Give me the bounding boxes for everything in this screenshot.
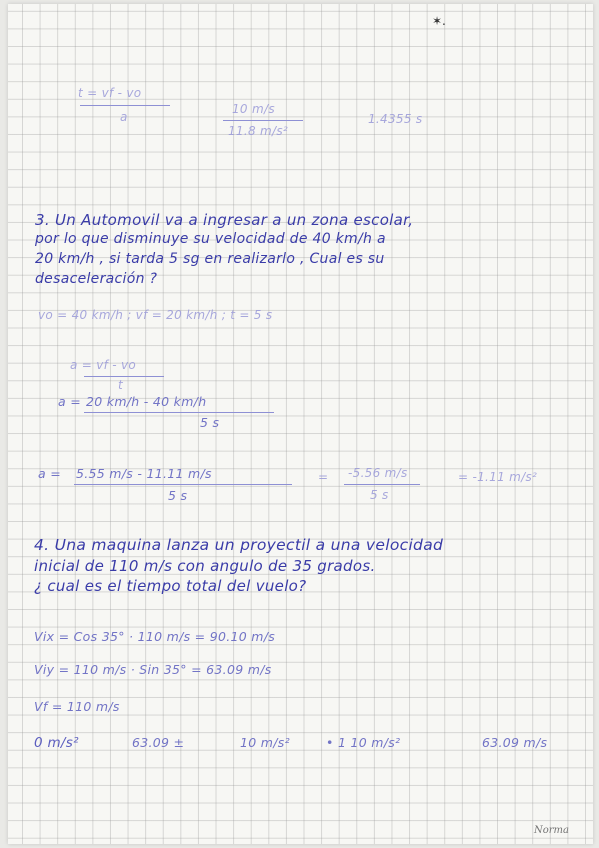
p3-eq1-bar: [84, 376, 164, 377]
p4-calc-4d: • 1 10 m/s²: [326, 735, 401, 750]
p3-eq3-eq: =: [318, 470, 329, 484]
top-formula-bar: [80, 105, 170, 106]
p3-data: vo = 40 km/h ; vf = 20 km/h ; t = 5 s: [38, 308, 273, 322]
p3-eq1-den: t: [118, 378, 124, 392]
p3-line-1: 3. Un Automovil va a ingresar a un zona escolar,: [35, 211, 414, 229]
top-fraction-bar: [223, 120, 303, 121]
p3-eq1: a = vf - vo: [70, 358, 137, 372]
top-formula: t = vf - vo: [78, 86, 142, 100]
top-result: 1.4355 s: [368, 112, 423, 126]
notebook-brand-logo: Norma: [534, 825, 569, 836]
p3-eq3-result: = -1.11 m/s²: [458, 470, 538, 484]
p3-eq3-den: 5 s: [168, 488, 188, 503]
corner-mark: ✶.: [432, 14, 446, 28]
p3-eq2-lhs: a =: [58, 394, 82, 409]
top-fraction-num: 10 m/s: [232, 102, 275, 116]
p3-eq3-lhs: a =: [38, 466, 62, 481]
p4-calc-4c: 10 m/s²: [240, 735, 290, 750]
p3-eq3-bar: [74, 484, 292, 485]
p4-calc-2: Viy = 110 m/s · Sin 35° = 63.09 m/s: [34, 662, 272, 677]
p4-calc-4b: 63.09 ±: [132, 735, 185, 750]
p4-line-2: inicial de 110 m/s con angulo de 35 grados.: [34, 557, 376, 575]
top-divisor: a: [120, 110, 128, 124]
p3-eq3-mid-bar: [344, 484, 420, 485]
p3-line-2: por lo que disminuye su velocidad de 40 km/h a: [35, 231, 386, 247]
p3-eq3-mid-num: -5.56 m/s: [348, 466, 408, 480]
top-fraction-den: 11.8 m/s²: [228, 124, 289, 138]
p4-line-1: 4. Una maquina lanza un proyectil a una velocidad: [34, 536, 444, 554]
p3-line-3: 20 km/h , si tarda 5 sg en realizarlo , Cual es su: [35, 251, 385, 267]
p3-eq3-mid-den: 5 s: [370, 488, 389, 502]
p4-calc-4e: 63.09 m/s: [482, 735, 548, 750]
p3-eq2-den: 5 s: [200, 415, 220, 430]
p4-calc-3: Vf = 110 m/s: [34, 699, 120, 714]
p4-line-3: ¿ cual es el tiempo total del vuelo?: [34, 577, 307, 595]
notebook-page: [8, 4, 593, 844]
p4-calc-4a: 0 m/s²: [34, 735, 79, 751]
p3-line-4: desaceleración ?: [35, 271, 158, 287]
p3-eq2-num: 20 km/h - 40 km/h: [86, 394, 207, 409]
p3-eq2-bar: [84, 412, 274, 413]
p4-calc-1: Vix = Cos 35° · 110 m/s = 90.10 m/s: [34, 629, 276, 644]
p3-eq3-num: 5.55 m/s - 11.11 m/s: [76, 466, 212, 481]
